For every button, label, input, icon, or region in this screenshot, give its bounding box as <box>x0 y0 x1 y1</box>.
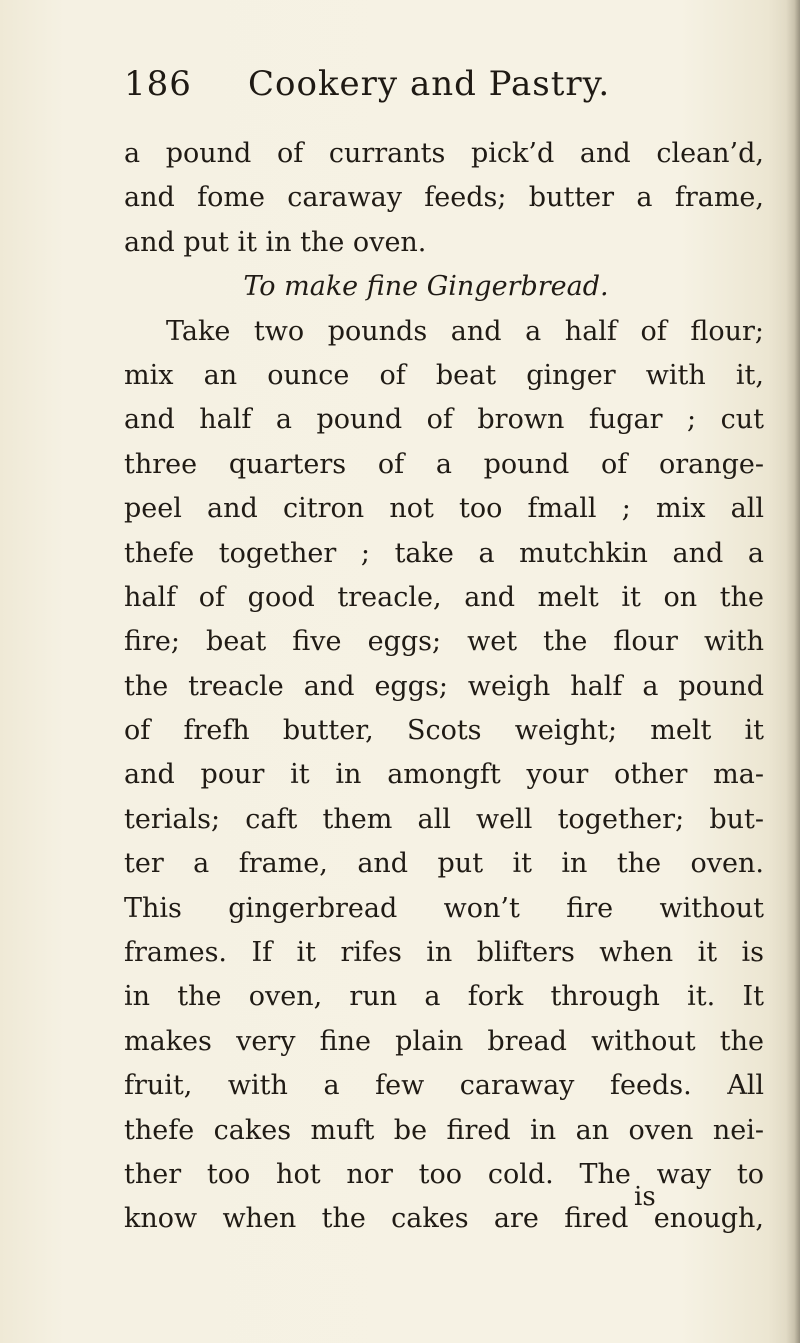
text-line: mix an ounce of beat ginger with it, <box>124 359 764 391</box>
text-line: know when the cakes are fired enough, <box>124 1203 764 1235</box>
page-edge-shadow <box>786 0 800 1343</box>
running-head <box>124 64 684 104</box>
text-line: fruit, with a few caraway feeds. All <box>124 1070 764 1102</box>
text-line: and half a pound of brown fugar ; cut <box>124 404 764 436</box>
text-line: terials; caft them all well together; but- <box>124 803 764 835</box>
text-line: ther too hot nor too cold. The way to <box>124 1158 764 1190</box>
text-line: in the oven, run a fork through it. It <box>124 981 764 1013</box>
text-line: thefe together ; take a mutchkin and a <box>124 537 764 569</box>
text-line: fire; beat five eggs; wet the flour with <box>124 626 764 658</box>
page-number: 186 <box>124 64 192 104</box>
text-line: and fome caraway feeds; butter a frame, <box>124 182 764 214</box>
text-line: peel and citron not too fmall ; mix all <box>124 493 764 525</box>
text-line: a pound of currants pick’d and clean’d, <box>124 138 764 169</box>
text-line: and pour it in amongft your other ma- <box>124 759 764 791</box>
text-line: the treacle and eggs; weigh half a pound <box>124 670 764 702</box>
text-line: of frefh butter, Scots weight; melt it <box>124 715 764 747</box>
text-line: makes very fine plain bread without the <box>124 1025 764 1057</box>
body-text <box>124 132 764 1242</box>
text-line: Take two pounds and a half of flour; <box>166 315 764 347</box>
catchword: is <box>634 1182 656 1212</box>
text-line: thefe cakes muft be fired in an oven nei- <box>124 1114 764 1146</box>
text-line: half of good treacle, and melt it on the <box>124 581 764 613</box>
text-line: frames. If it rifes in blifters when it is <box>124 937 764 969</box>
recipe-heading: To make fine Gingerbread. <box>243 271 609 303</box>
text-line: three quarters of a pound of orange- <box>124 448 764 480</box>
text-line: and put it in the oven. <box>124 226 427 258</box>
text-line: This gingerbread won’t fire without <box>124 892 764 924</box>
running-title: Cookery and Pastry. <box>248 64 611 104</box>
text-line: ter a frame, and put it in the oven. <box>124 848 764 880</box>
